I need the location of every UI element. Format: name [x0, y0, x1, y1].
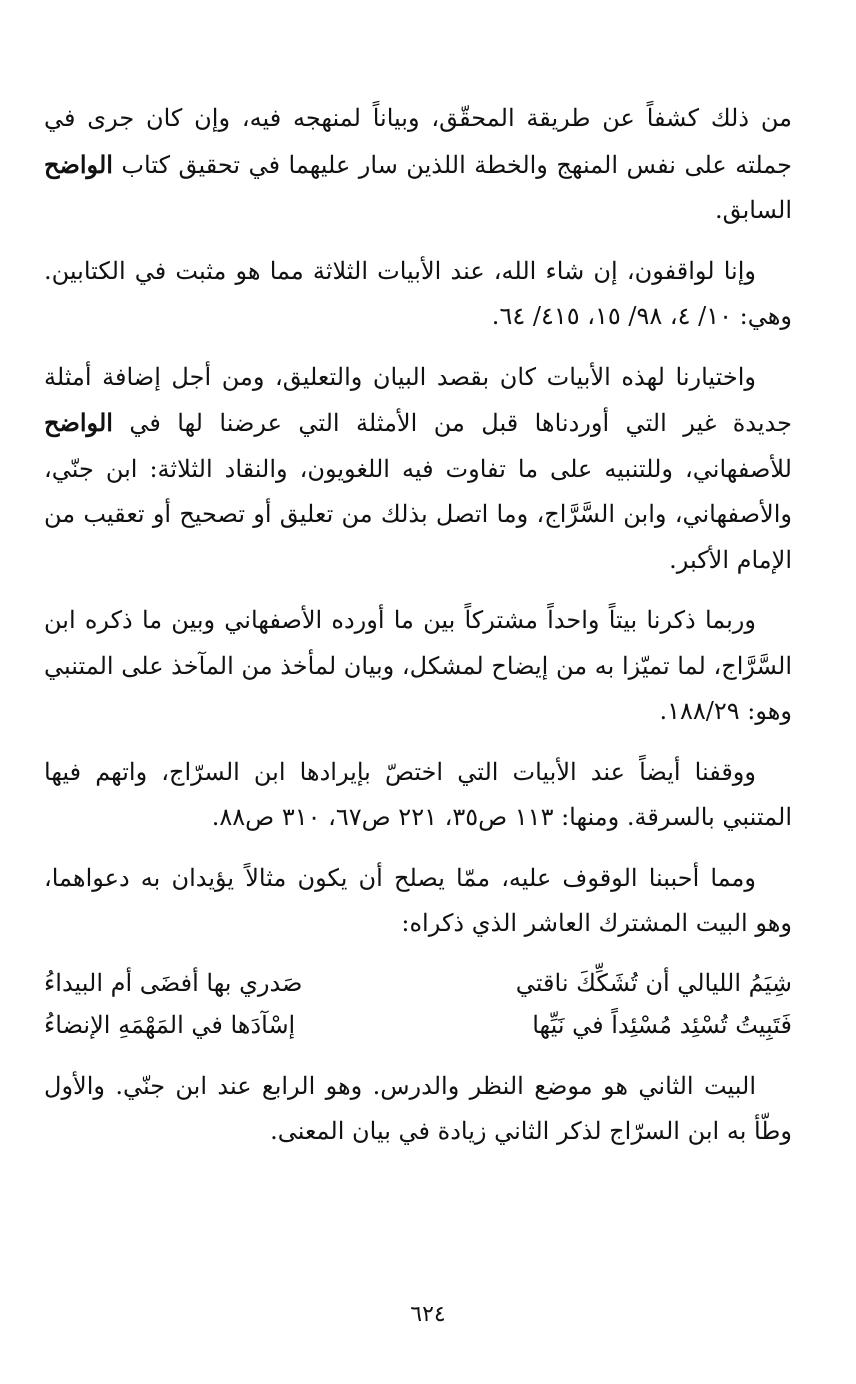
paragraph-3-text-b: للأصفهاني، وللتنبيه على ما تفاوت فيه اللغويون، والنقاد الثلاثة: ابن جنّي، والأصفهاني، وابن السَّرَّاج، وما اتصل بذلك من تعليق أو تصحيح أو تعقيب من الإمام الأكبر. [44, 454, 792, 574]
paragraph-3-text-a: واختيارنا لهذه الأبيات كان بقصد البيان والتعليق، ومن أجل إضافة أمثلة جديدة غير التي أوردناها قبل من الأمثلة التي عرضنا لها في [44, 362, 792, 437]
paragraph-2-text: وإنا لواقفون، إن شاء الله، عند الأبيات الثلاثة مما هو مثبت في الكتابين. وهي: ١٠/ ٤، ٩٨/ ١٥، ٤١٥/ ٦٤. [44, 256, 792, 330]
paragraph-5-text: ووقفنا أيضاً عند الأبيات التي اختصّ بإيرادها ابن السرّاج، واتهم فيها المتنبي بالسرقة. ومنها: ١١٣ ص٣٥، ٢٢١ ص٦٧، ٣١٠ ص٨٨. [44, 757, 792, 831]
book-title-al-wadih: الواضح [44, 149, 113, 179]
verse-1-second-hemistich: صَدري بها أفضَى أم البيداءُ [44, 968, 303, 997]
paragraph-4 [44, 598, 792, 735]
verse-1 [44, 962, 792, 1004]
paragraph-6-text: ومما أحببنا الوقوف عليه، ممّا يصلح أن يكون مثالاً يؤيدان به دعواهما، وهو البيت المشترك العاشر الذي ذكراه: [44, 863, 792, 937]
closing-paragraph-text: البيت الثاني هو موضع النظر والدرس. وهو الرابع عند ابن جنّي. والأول وطّأ به ابن السرّاج لذكر الثاني زيادة في بيان المعنى. [44, 1071, 792, 1145]
paragraph-5 [44, 750, 792, 841]
paragraph-1-text-b: السابق. [714, 196, 792, 224]
page-body [44, 96, 792, 1170]
verse-1-first-hemistich: شِيَمُ الليالي أن تُشَكِّكَ ناقتي [515, 968, 792, 997]
verse-2 [44, 1004, 792, 1046]
paragraph-1-text-a: من ذلك كشفاً عن طريقة المحقّق، وبياناً لمنهجه فيه، وإن كان جرى في جملته على نفس المنهج والخطة اللذين سار عليهما في تحقيق كتاب [44, 104, 792, 179]
paragraph-2 [44, 249, 792, 340]
poem-verses [44, 962, 792, 1046]
closing-paragraph [44, 1064, 792, 1155]
verse-2-second-hemistich: إسْآدَها في المَهْمَهِ الإنضاءُ [44, 1010, 296, 1039]
verse-2-first-hemistich: فَتَبِيتُ تُسْئِد مُسْئِداً في نَيِّها [532, 1010, 792, 1039]
paragraph-6 [44, 856, 792, 947]
paragraph-1 [44, 96, 792, 234]
paragraph-3 [44, 355, 792, 584]
book-title-al-wadih: الواضح [44, 408, 113, 437]
paragraph-4-text: وربما ذكرنا بيتاً واحداً مشتركاً بين ما أورده الأصفهاني وبين ما ذكره ابن السَّرَّاج، لما تميّزا به من إيضاح لمشكل، وبيان لمأخذ من المآخذ على المتنبي وهو: ١٨٨/٢٩. [44, 606, 792, 725]
page-number: ٦٢٤ [410, 1302, 446, 1327]
